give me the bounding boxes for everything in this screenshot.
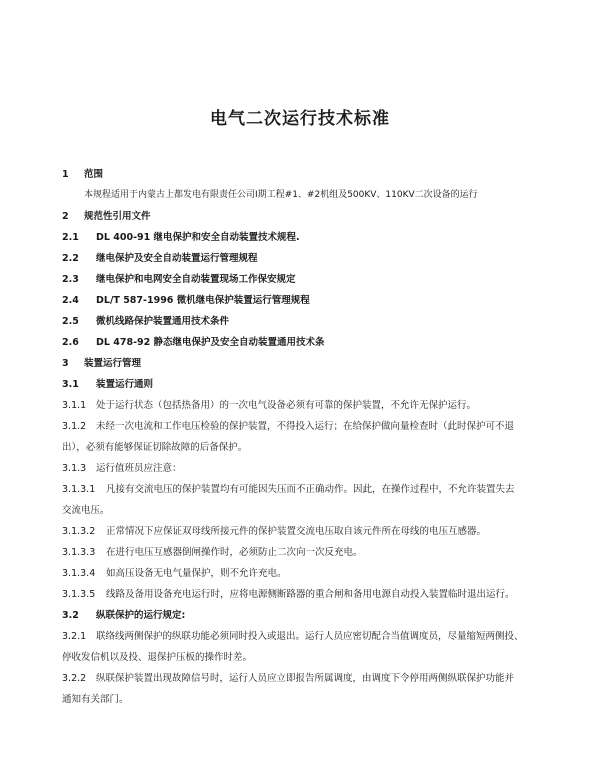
subsection-3-2-heading: 3.2 纵联保护的运行规定: (62, 610, 186, 621)
paragraph-3-1-3-4: 3.1.3.4 如高压设备无电气量保护，则不允许充电。 (62, 568, 287, 579)
section-2-heading: 2 规范性引用文件 (62, 211, 151, 222)
reference-item: 2.2 继电保护及安全自动装置运行管理规程 (62, 253, 258, 264)
paragraph-3-2-1-cont: 停收发信机以及投、退保护压板的操作时差。 (62, 652, 253, 663)
page-title: 电气二次运行技术标准 (210, 109, 390, 129)
reference-item: 2.4 DL/T 587-1996 微机继电保护装置运行管理规程 (62, 295, 310, 306)
paragraph-3-1-1: 3.1.1 处于运行状态（包括热备用）的一次电气设备必须有可靠的保护装置，不允许无保护运行。 (62, 400, 477, 411)
paragraph-3-1-3-3: 3.1.3.3 在进行电压互感器倒闸操作时，必须防止二次向一次反充电。 (62, 547, 363, 558)
paragraph-3-1-3-5: 3.1.3.5 线路及备用设备充电运行时，应将电源侧断路器的重合闸和备用电源自动投入装置临时退出运行。 (62, 589, 515, 600)
reference-item: 2.6 DL 478-92 静态继电保护及安全自动装置通用技术条 (62, 337, 325, 348)
paragraph-3-2-1: 3.2.1 联络线两侧保护的纵联功能必须同时投入或退出。运行人员应密切配合当值调度员，尽量缩短两侧投、 (62, 631, 524, 642)
paragraph-3-2-2: 3.2.2 纵联保护装置出现故障信号时，运行人员应立即报告所属调度，由调度下令停用两侧纵联保护功能并 (62, 673, 515, 684)
paragraph-3-1-3: 3.1.3 运行值班员应注意： (62, 463, 182, 474)
section-1-heading: 1 范围 (62, 169, 104, 180)
reference-item: 2.5 微机线路保护装置通用技术条件 (62, 316, 230, 327)
subsection-3-1-heading: 3.1 装置运行通则 (62, 379, 154, 390)
paragraph-3-1-3-1-cont: 交流电压。 (62, 505, 110, 516)
reference-item: 2.3 继电保护和电网安全自动装置现场工作保安规定 (62, 274, 296, 285)
paragraph-3-1-2: 3.1.2 未经一次电流和工作电压检验的保护装置，不得投入运行；在给保护做向量检查时（此时保护可不退 (62, 421, 515, 432)
paragraph-3-1-3-1: 3.1.3.1 凡接有交流电压的保护装置均有可能因失压而不正确动作。因此，在操作过程中，不允许装置失去 (62, 484, 515, 495)
section-1-body: 本规程适用于内蒙古上都发电有限责任公司Ⅰ期工程#1、#2机组及500KV、110KV二次设备的运行 (84, 190, 478, 200)
paragraph-3-2-2-cont: 通知有关部门。 (62, 694, 129, 705)
reference-item: 2.1 DL 400-91 继电保护和安全自动装置技术规程. (62, 232, 300, 243)
paragraph-3-1-2-cont: 出），必须有能够保证切除故障的后备保护。 (62, 442, 248, 453)
section-3-heading: 3 装置运行管理 (62, 358, 142, 369)
paragraph-3-1-3-2: 3.1.3.2 正常情况下应保证双母线所接元件的保护装置交流电压取自该元件所在母线的电压互感器。 (62, 526, 487, 537)
